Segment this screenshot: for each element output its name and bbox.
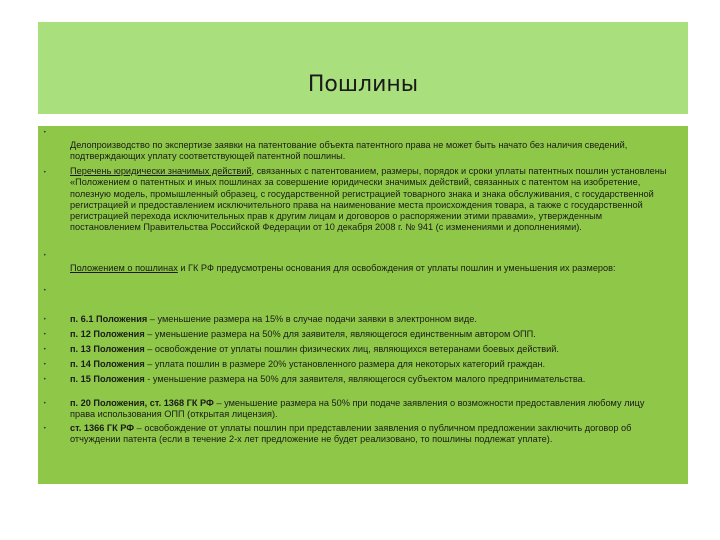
bullet-icon: • <box>43 400 47 407</box>
item-text: – освобождение от уплаты пошлин физических лиц, являющихся ветеранами боевых действий. <box>144 344 559 354</box>
item-ref: ст. 1366 ГК РФ <box>70 423 135 433</box>
bullet-icon: • <box>43 129 47 136</box>
item-text: – освобождение от уплаты пошлин при представлении заявления о публичном предложении заключить договор об отчуждении патента (если в течение 2-х лет предложение не будет реализовано, то пошлины подлежат уплате). <box>70 423 632 445</box>
exemption-item <box>70 423 670 446</box>
bullet-icon: • <box>43 252 47 259</box>
exemption-item <box>70 314 670 325</box>
item-text: – уменьшение размера на 50% для заявителя, являющегося единственным автором ОПП. <box>144 329 536 339</box>
item-ref: п. 15 Положения <box>70 374 145 384</box>
bullet-icon: • <box>43 376 47 383</box>
bullet-icon: • <box>43 287 47 294</box>
bullet-icon: • <box>43 425 47 432</box>
intro-text: Делопроизводство по экспертизе заявки на патентование объекта патентного права не может быть начато без наличия сведений, подтверждающих уплату соответствующей патентной пошлины. <box>70 140 628 162</box>
exemption-item <box>70 398 670 421</box>
bullet-icon: • <box>43 361 47 368</box>
item-text: - уменьшение размера на 50% для заявителя, являющегося субъектом малого предпринимательства. <box>144 374 586 384</box>
exemption-item <box>70 344 670 355</box>
list-link[interactable]: Перечень юридически значимых действий <box>70 166 252 176</box>
bullet-icon: • <box>43 316 47 323</box>
list-paragraph-text: , связанных с патентованием, размеры, порядок и сроки уплаты патентных пошлин установлены «Положением о патентных и иных пошлинах за совершение юридически значимых действий, связанных с патентом на изобретение, полезную модель, промышленный образец, с государственной регистрацией товарного знака и знака обслуживания, с государственной регистрацией и предоставлением исключительного права на наименование места происхождения товара, а также с государственной регистрацией перехода исключительных прав к другим лицам и договоров о распоряжении этими правами», утвержденным постановлением Правительства Российской Федерации от 10 декабря 2008 г. № 941 (с изменениями и дополнениями). <box>70 166 667 233</box>
page-title: Пошлины <box>307 72 419 97</box>
exempt-paragraph-text: и ГК РФ предусмотрены основания для освобождения от уплаты пошлин и уменьшения их размеров: <box>177 263 616 273</box>
exempt-link[interactable]: Положением о пошлинах <box>70 263 178 273</box>
bullet-icon: • <box>43 169 47 176</box>
exemption-item <box>70 374 670 385</box>
item-text: – уплата пошлин в размере 20% установленного размера для некоторых категорий граждан. <box>144 359 546 369</box>
item-ref: п. 6.1 Положения <box>70 314 148 324</box>
item-text: – уменьшение размера на 15% в случае подачи заявки в электронном виде. <box>147 314 477 324</box>
content-panel <box>38 126 688 484</box>
bullet-icon: • <box>43 331 47 338</box>
item-text: – уменьшение размера на 50% при подаче заявления о возможности предоставления любому лицу права использования ОПП (открытая лицензия). <box>70 398 645 420</box>
exemption-item <box>70 329 670 340</box>
item-ref: п. 12 Положения <box>70 329 145 339</box>
list-paragraph <box>70 166 670 234</box>
exemption-item <box>70 359 670 370</box>
item-ref: п. 13 Положения <box>70 344 145 354</box>
exemption-paragraph <box>70 263 670 274</box>
item-ref: п. 20 Положения, ст. 1368 ГК РФ <box>70 398 214 408</box>
bullet-icon: • <box>43 346 47 353</box>
title-band <box>38 22 688 114</box>
item-ref: п. 14 Положения <box>70 359 145 369</box>
